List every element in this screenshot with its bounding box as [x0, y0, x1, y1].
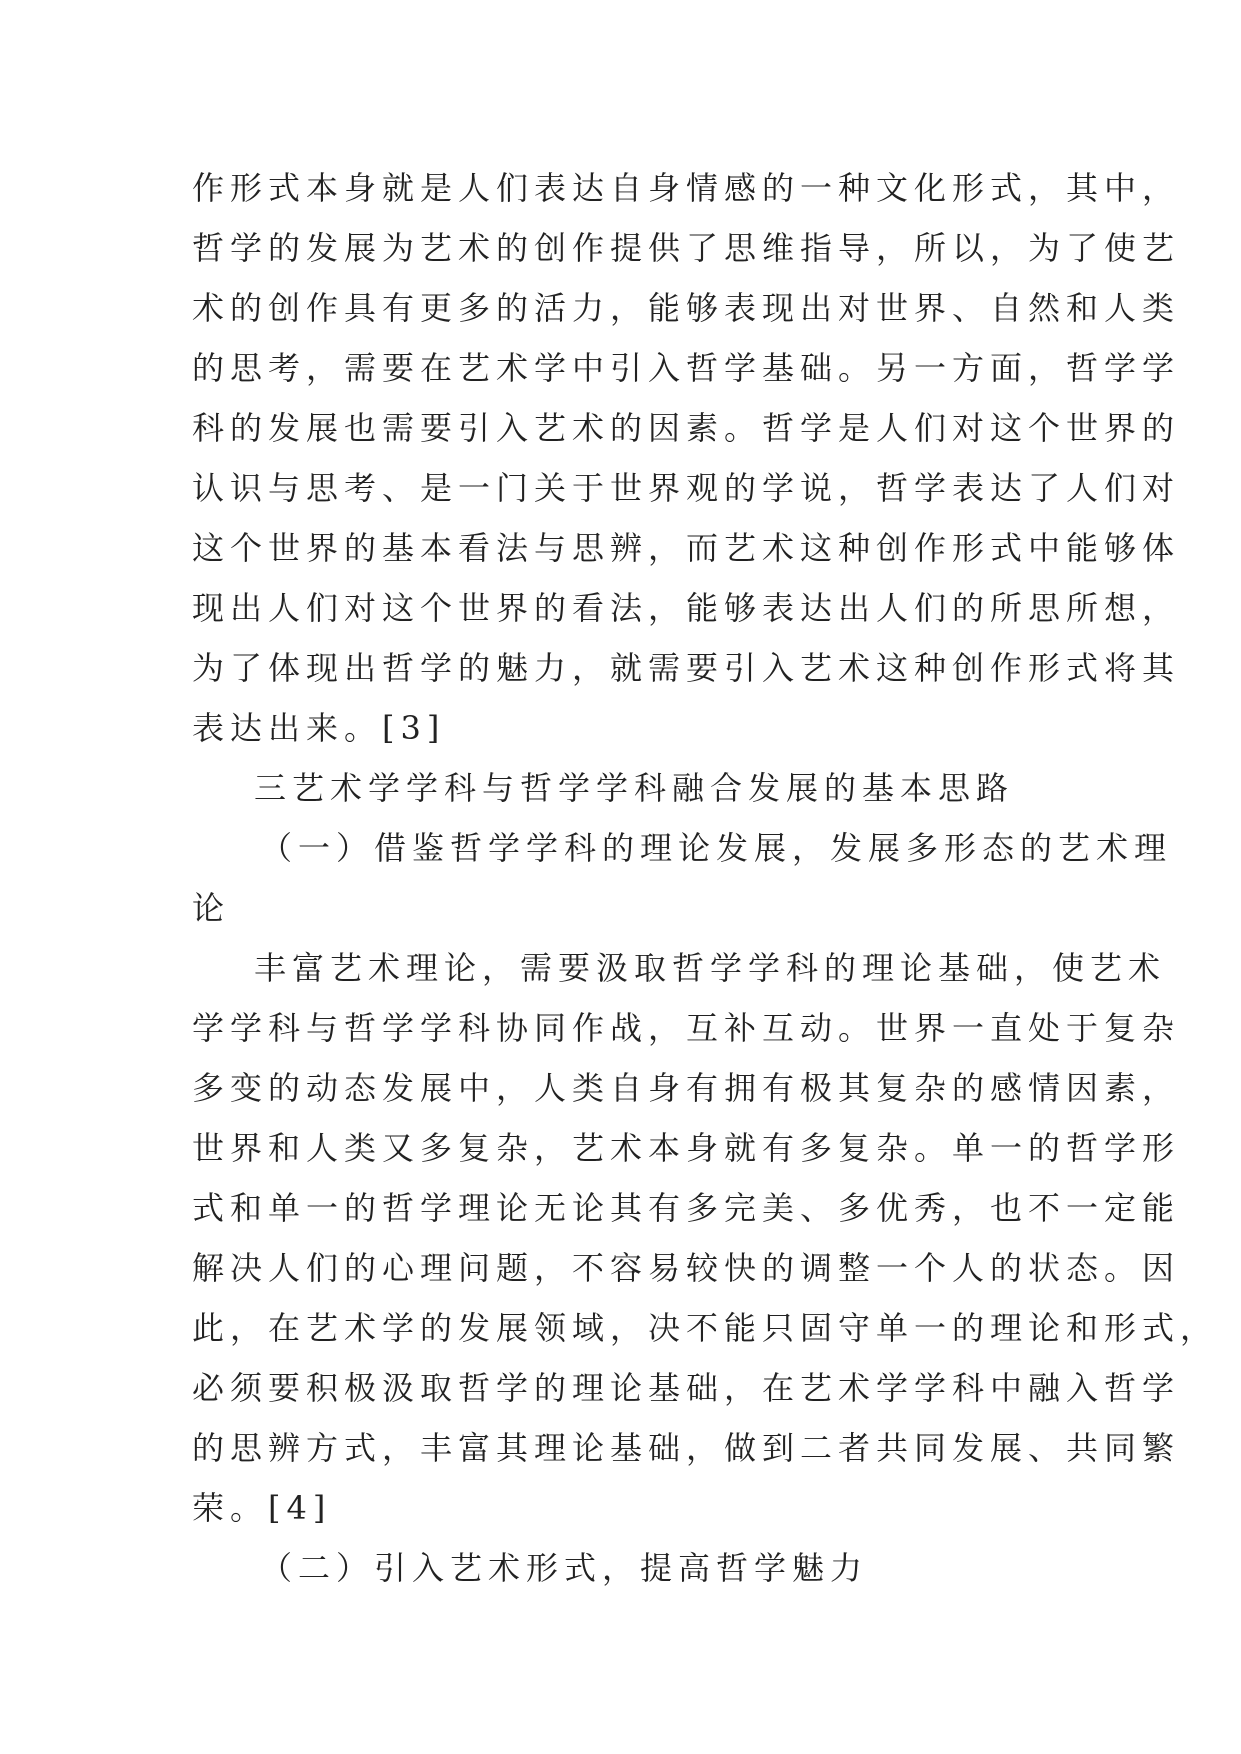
text-line: 哲学的发展为艺术的创作提供了思维指导，所以，为了使艺 — [192, 229, 1181, 267]
text-line: 的思考，需要在艺术学中引入哲学基础。另一方面，哲学学 — [192, 349, 1181, 387]
text-line: 术的创作具有更多的活力，能够表现出对世界、自然和人类 — [192, 289, 1181, 327]
body-text — [192, 158, 1219, 1598]
text-line: 认识与思考、是一门关于世界观的学说，哲学表达了人们对 — [192, 469, 1181, 507]
text-line: 作形式本身就是人们表达自身情感的一种文化形式，其中， — [192, 169, 1181, 207]
text-line: 式和单一的哲学理论无论其有多完美、多优秀，也不一定能 — [192, 1189, 1181, 1227]
subsection-heading-1: （一）借鉴哲学学科的理论发展，发展多形态的艺术理 — [260, 829, 1173, 867]
text-line: 科的发展也需要引入艺术的因素。哲学是人们对这个世界的 — [192, 409, 1181, 447]
text-line-citation: 表达出来。[3] — [192, 709, 446, 747]
section-heading: 三艺术学学科与哲学学科融合发展的基本思路 — [254, 769, 1015, 807]
subsection-heading-1-continued: 论 — [192, 889, 231, 927]
text-line: 此，在艺术学的发展领域，决不能只固守单一的理论和形式， — [192, 1309, 1219, 1347]
paragraph-start: 丰富艺术理论，需要汲取哲学学科的理论基础，使艺术 — [254, 949, 1167, 987]
text-line-citation: 荣。[4] — [192, 1489, 332, 1527]
text-line: 学学科与哲学学科协同作战，互补互动。世界一直处于复杂 — [192, 1009, 1181, 1047]
subsection-heading-2: （二）引入艺术形式，提高哲学魅力 — [260, 1549, 869, 1587]
text-line: 多变的动态发展中，人类自身有拥有极其复杂的感情因素， — [192, 1069, 1181, 1107]
text-line: 这个世界的基本看法与思辨，而艺术这种创作形式中能够体 — [192, 529, 1181, 567]
text-line: 的思辨方式，丰富其理论基础，做到二者共同发展、共同繁 — [192, 1429, 1181, 1467]
text-line: 现出人们对这个世界的看法，能够表达出人们的所思所想， — [192, 589, 1181, 627]
text-line: 必须要积极汲取哲学的理论基础，在艺术学学科中融入哲学 — [192, 1369, 1181, 1407]
text-line: 解决人们的心理问题，不容易较快的调整一个人的状态。因 — [192, 1249, 1181, 1287]
text-line: 世界和人类又多复杂，艺术本身就有多复杂。单一的哲学形 — [192, 1129, 1181, 1167]
text-line: 为了体现出哲学的魅力，就需要引入艺术这种创作形式将其 — [192, 649, 1181, 687]
